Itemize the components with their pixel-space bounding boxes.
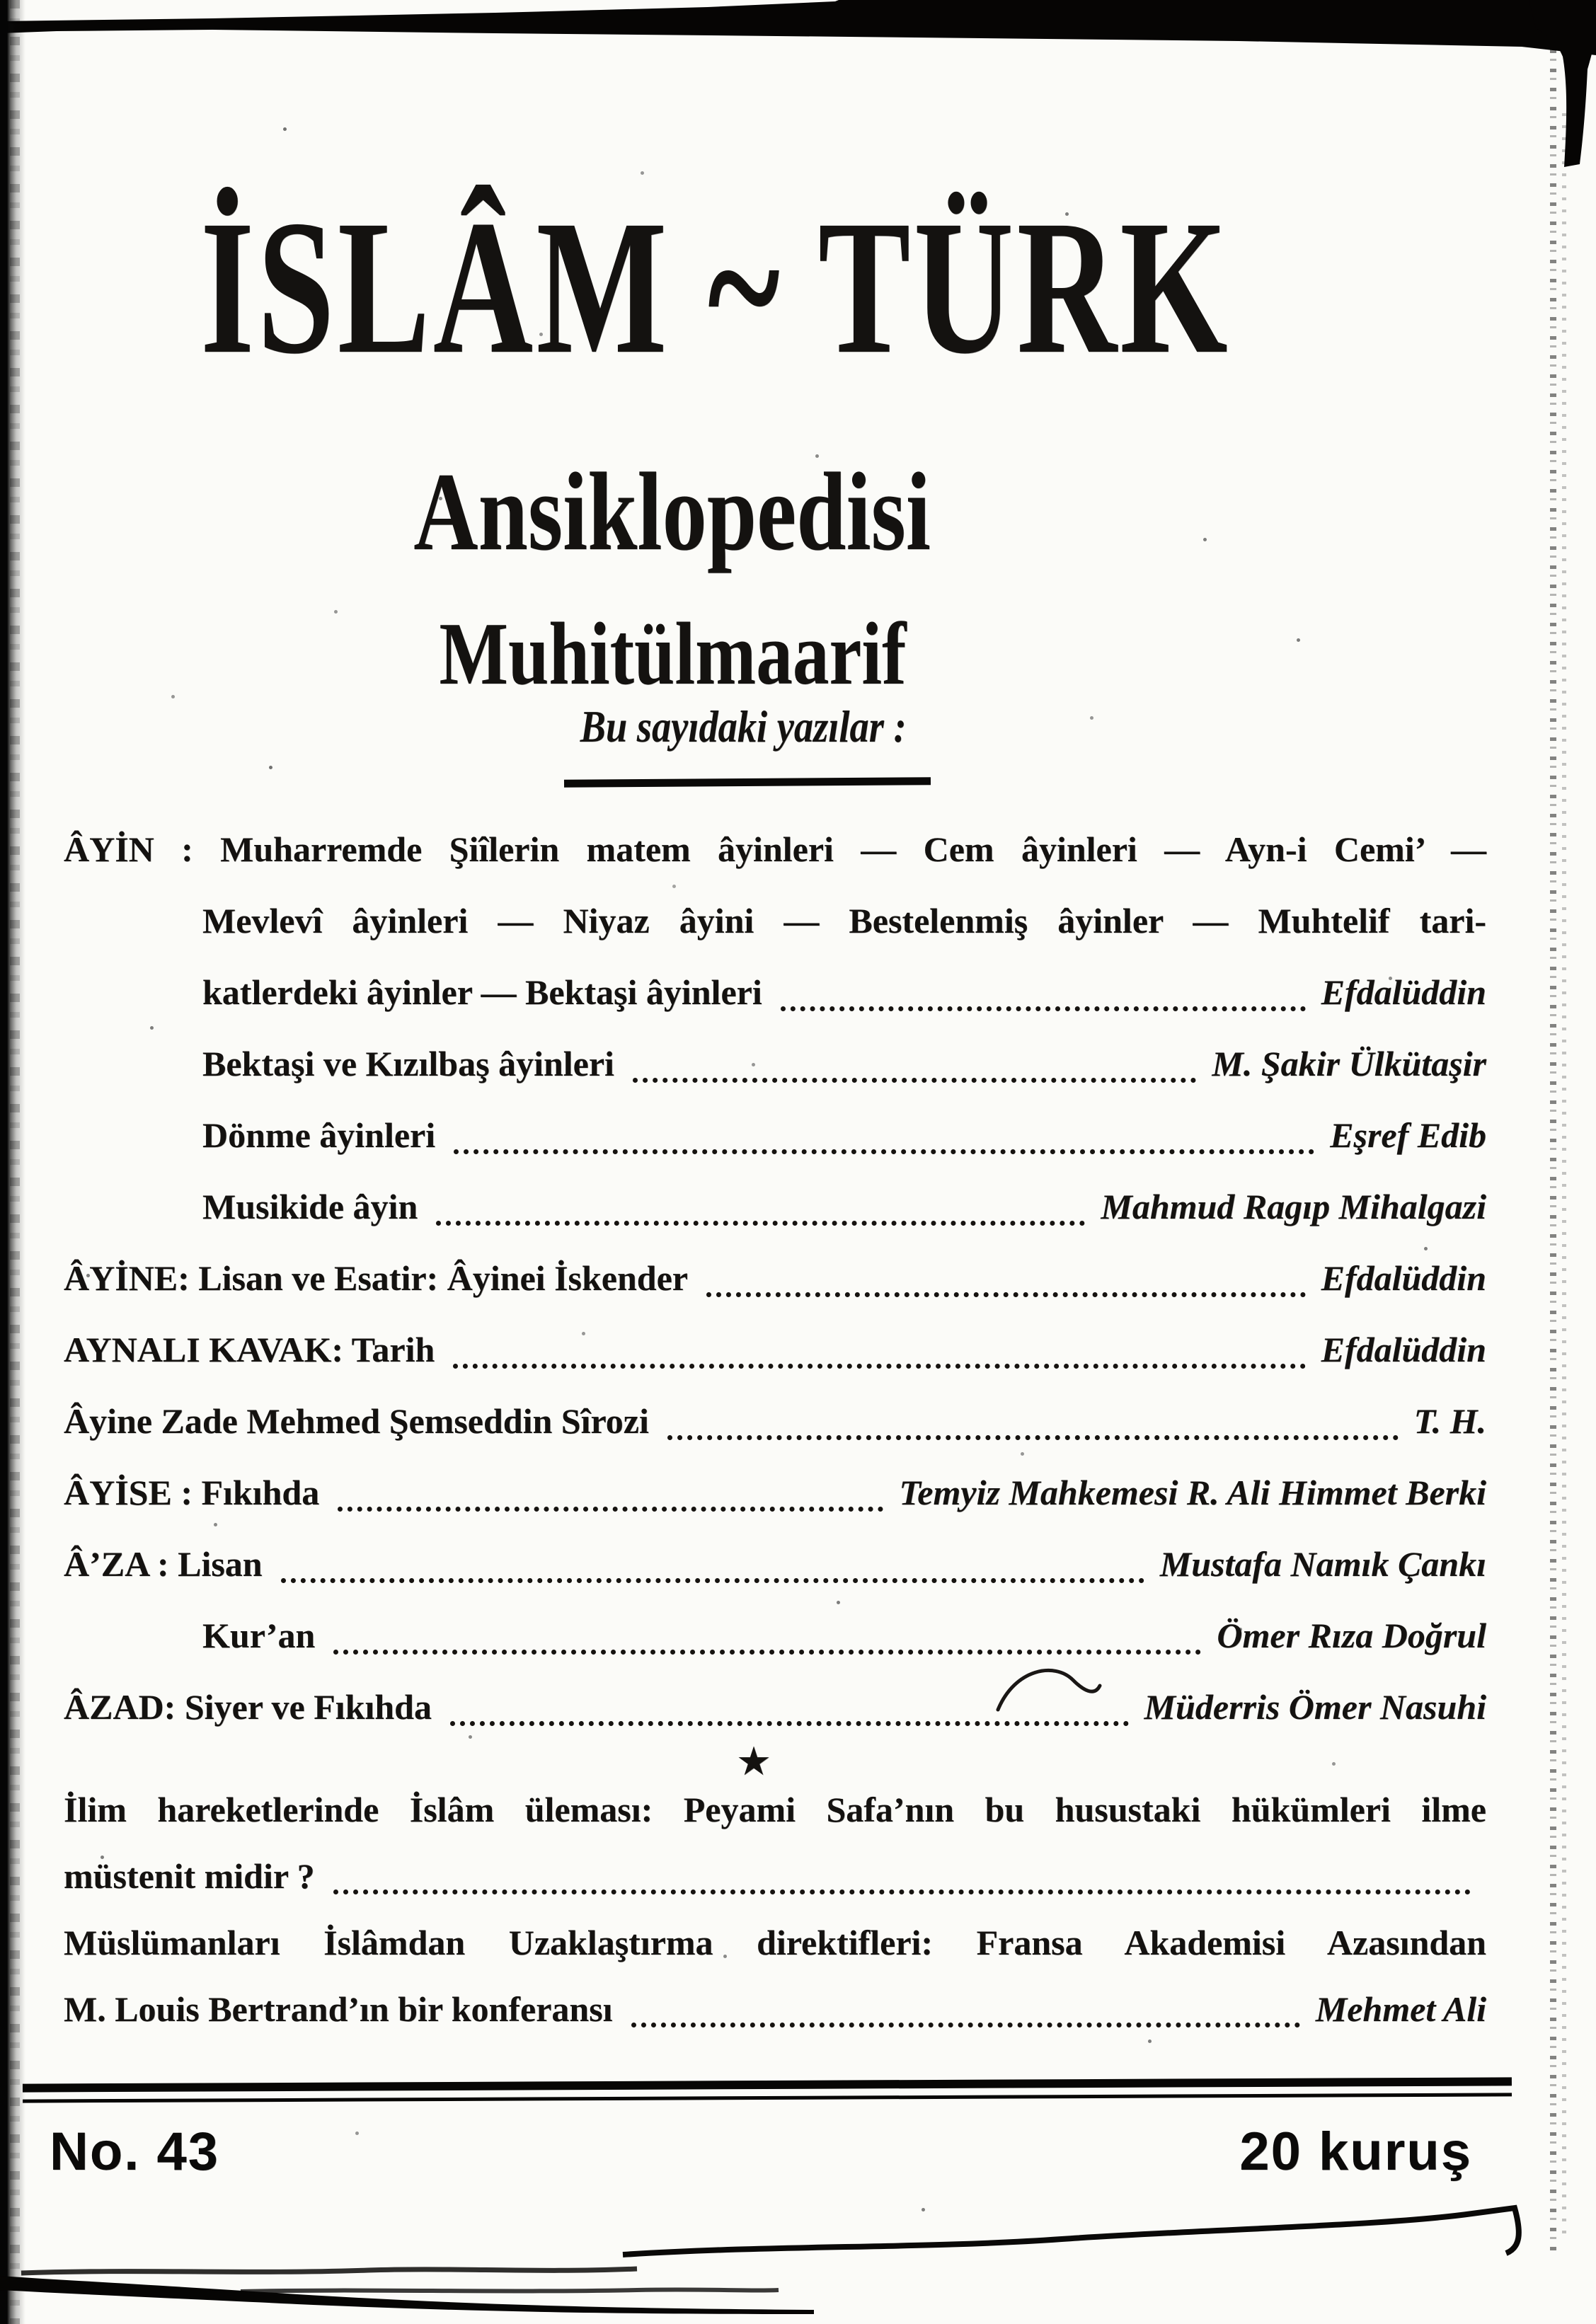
toc-entry-text: ÂZAD: Siyer ve Fıkıhda	[64, 1687, 432, 1727]
toc-entry	[64, 814, 1486, 885]
dotted-leader	[706, 1243, 1306, 1297]
toc-entry-text: Musikide âyin	[202, 1187, 418, 1226]
star-icon: ★	[735, 1740, 772, 1784]
contents-heading: Bu sayıdaki yazılar :	[580, 701, 907, 752]
footer-rule	[23, 2077, 1512, 2102]
toc-entry-text: İlim hareketlerinde İslâm üleması: Peyami Safa’nın bu husustaki hükümleri ilme	[64, 1790, 1486, 1829]
toc-entry	[64, 1529, 1486, 1600]
toc-entry	[64, 957, 1486, 1028]
toc-entry-text: Mevlevî âyinleri — Niyaz âyini — Bestelenmiş âyinler — Muhtelif tari-	[202, 901, 1486, 940]
toc-entry-author: Ömer Rıza Doğrul	[1217, 1616, 1486, 1655]
toc-entry-author: Mehmet Ali	[1315, 1989, 1486, 2029]
toc-entry	[64, 1600, 1486, 1672]
pen-squiggle-icon	[989, 1655, 1110, 1725]
top-scan-border	[0, 0, 1596, 177]
toc-entry-text: AYNALI KAVAK: Tarih	[64, 1330, 435, 1369]
toc-entry-author: T. H.	[1413, 1401, 1486, 1441]
toc-entry	[64, 1672, 1486, 1743]
toc-entry-text: katlerdeki âyinler — Bektaşi âyinleri	[202, 972, 762, 1012]
journal-edition: Muhitülmaarif	[438, 605, 907, 703]
dotted-leader	[338, 1457, 883, 1512]
contents-heading-underline	[564, 777, 931, 788]
toc-entry-text: Bektaşi ve Kızılbaş âyinleri	[202, 1044, 614, 1083]
toc-entry-text: Müslümanları İslâmdan Uzaklaştırma direktifleri: Fransa Akademisi Azasından	[64, 1923, 1486, 1962]
dotted-leader	[633, 1028, 1196, 1083]
bottom-scan-border	[0, 2168, 1596, 2324]
toc-entry	[64, 1028, 1486, 1100]
issue-number: No. 43	[50, 2121, 220, 2182]
dotted-leader	[781, 957, 1306, 1011]
toc-entry	[64, 1776, 1486, 1843]
dotted-leader	[281, 1529, 1144, 1583]
toc-entry	[64, 1976, 1486, 2042]
toc-entry-text: Dönme âyinleri	[202, 1115, 436, 1155]
dotted-leader	[631, 1976, 1300, 2027]
toc-entry	[64, 1171, 1486, 1243]
toc-entry	[64, 1243, 1486, 1314]
toc-entry	[64, 1457, 1486, 1529]
dotted-leader	[453, 1314, 1305, 1369]
toc-entry-text: ÂYİNE: Lisan ve Esatir: Âyinei İskender	[64, 1258, 688, 1298]
toc-entry	[64, 1386, 1486, 1457]
toc-entry-text: M. Louis Bertrand’ın bir konferansı	[64, 1989, 613, 2029]
toc-list	[64, 814, 1486, 1743]
toc-entry-text: Kur’an	[202, 1616, 316, 1655]
right-scan-noise	[1562, 113, 1566, 2236]
toc-entry	[64, 885, 1486, 957]
dotted-leader	[333, 1600, 1201, 1655]
dotted-leader	[333, 1843, 1471, 1894]
toc-entry-text: Âyine Zade Mehmed Şemseddin Sîrozi	[64, 1401, 649, 1441]
toc-entry-author: Mustafa Namık Çankı	[1159, 1544, 1486, 1584]
announcements-list	[64, 1776, 1486, 2042]
toc-entry-author: Müderris Ömer Nasuhi	[1144, 1687, 1486, 1727]
dotted-leader	[436, 1171, 1085, 1226]
dotted-leader	[667, 1386, 1399, 1440]
journal-subtitle: Ansiklopedisi	[413, 450, 931, 574]
toc-entry-author: Temyiz Mahkemesi R. Ali Himmet Berki	[899, 1473, 1486, 1512]
toc-entry-author: Efdalüddin	[1321, 1258, 1486, 1298]
journal-title: İSLÂM ~ TÜRK	[200, 180, 1232, 393]
toc-entry-author: Mahmud Ragıp Mihalgazi	[1101, 1187, 1486, 1226]
toc-entry	[64, 1314, 1486, 1386]
right-scan-noise	[1550, 50, 1556, 2250]
footer	[50, 2112, 1472, 2190]
toc-entry	[64, 1843, 1486, 1909]
toc-entry-text: müstenit midir ?	[64, 1856, 315, 1896]
dotted-leader	[454, 1100, 1314, 1154]
toc-entry-author: M. Şakir Ülkütaşir	[1212, 1044, 1486, 1083]
toc-entry-text: Â’ZA : Lisan	[64, 1544, 263, 1584]
toc-entry	[64, 1100, 1486, 1171]
toc-entry-text: ÂYİSE : Fıkıhda	[64, 1473, 320, 1512]
price-label: 20 kuruş	[1239, 2121, 1472, 2182]
toc-entry-text: ÂYİN : Muharremde Şiîlerin matem âyinleri — Cem âyinleri — Ayn-i Cemi’ —	[64, 829, 1486, 869]
paper-specks	[0, 0, 4, 4]
toc-entry-author: Efdalüddin	[1321, 972, 1486, 1012]
toc-entry	[64, 1909, 1486, 1976]
toc-entry-author: Efdalüddin	[1321, 1330, 1486, 1369]
toc-entry-author: Eşref Edib	[1330, 1115, 1486, 1155]
